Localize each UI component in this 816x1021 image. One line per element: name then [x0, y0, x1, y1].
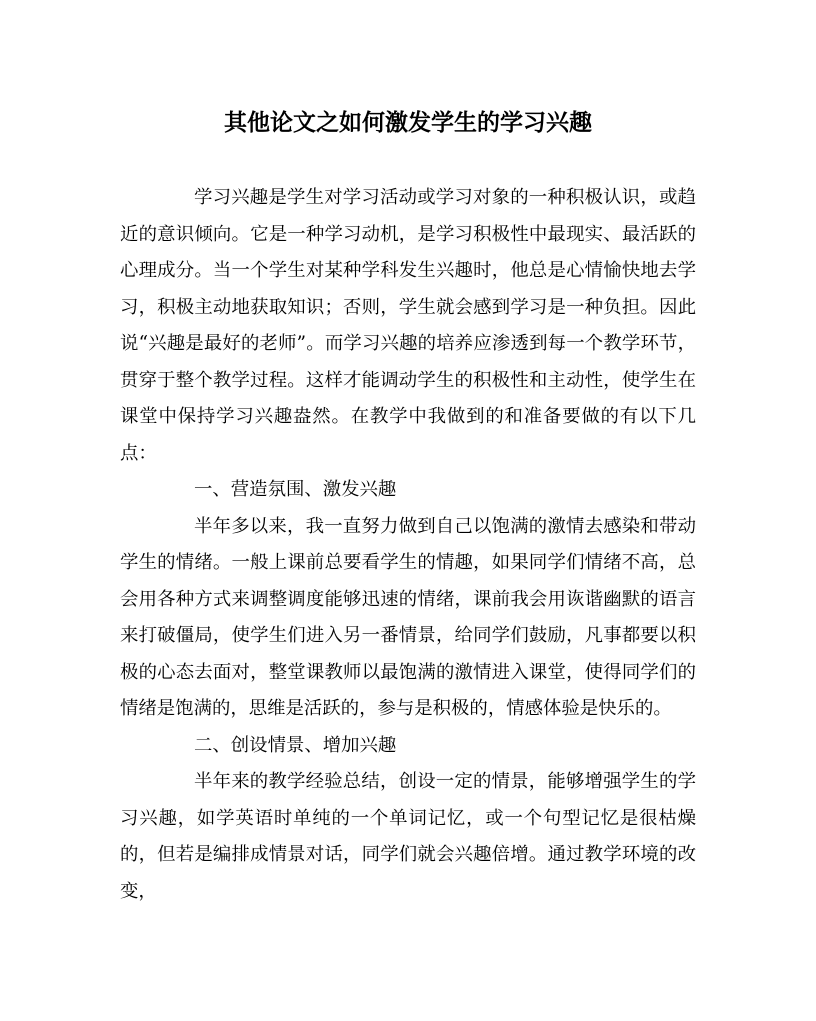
- paragraph-section-2: 半年来的教学经验总结，创设一定的情景，能够增强学生的学习兴趣，如学英语时单纯的一个单词记忆，或一个句型记忆是很枯燥的，但若是编排成情景对话，同学们就会兴趣倍增。通过教学环境的改变，: [120, 771, 696, 902]
- section-heading-2: 二、创设情景、增加兴趣: [194, 734, 397, 756]
- paragraph-section-1: 半年多以来，我一直努力做到自己以饱满的激情去感染和带动学生的情绪。一般上课前总要看学生的情趣，如果同学们情绪不高，总会用各种方式来调整调度能够迅速的情绪，课前我会用诙谐幽默的语言来打破僵局，使学生们进入另一番情景，给同学们鼓励，凡事都要以积极的心态去面对，整堂课教师以最饱满的激情进入课堂，使得同学们的情绪是饱满的，思维是活跃的，参与是积极的，情感体验是快乐的。: [120, 515, 696, 719]
- document-body: [120, 180, 696, 910]
- section-heading-1: 一、营造氛围、激发兴趣: [194, 479, 397, 500]
- document-title: 其他论文之如何激发学生的学习兴趣: [224, 109, 592, 136]
- paragraph-intro: 学习兴趣是学生对学习活动或学习对象的一种积极认识，或趋近的意识倾向。它是一种学习动机，是学习积极性中最现实、最活跃的心理成分。当一个学生对某种学科发生兴趣时，他总是心情愉快地去学习，积极主动地获取知识；否则，学生就会感到学习是一种负担。因此说“兴趣是最好的老师”。而学习兴趣的培养应渗透到每一个教学环节，贯穿于整个教学过程。这样才能调动学生的积极性和主动性，使学生在课堂中保持学习兴趣盎然。在教学中我做到的和准备要做的有以下几点：: [120, 187, 696, 464]
